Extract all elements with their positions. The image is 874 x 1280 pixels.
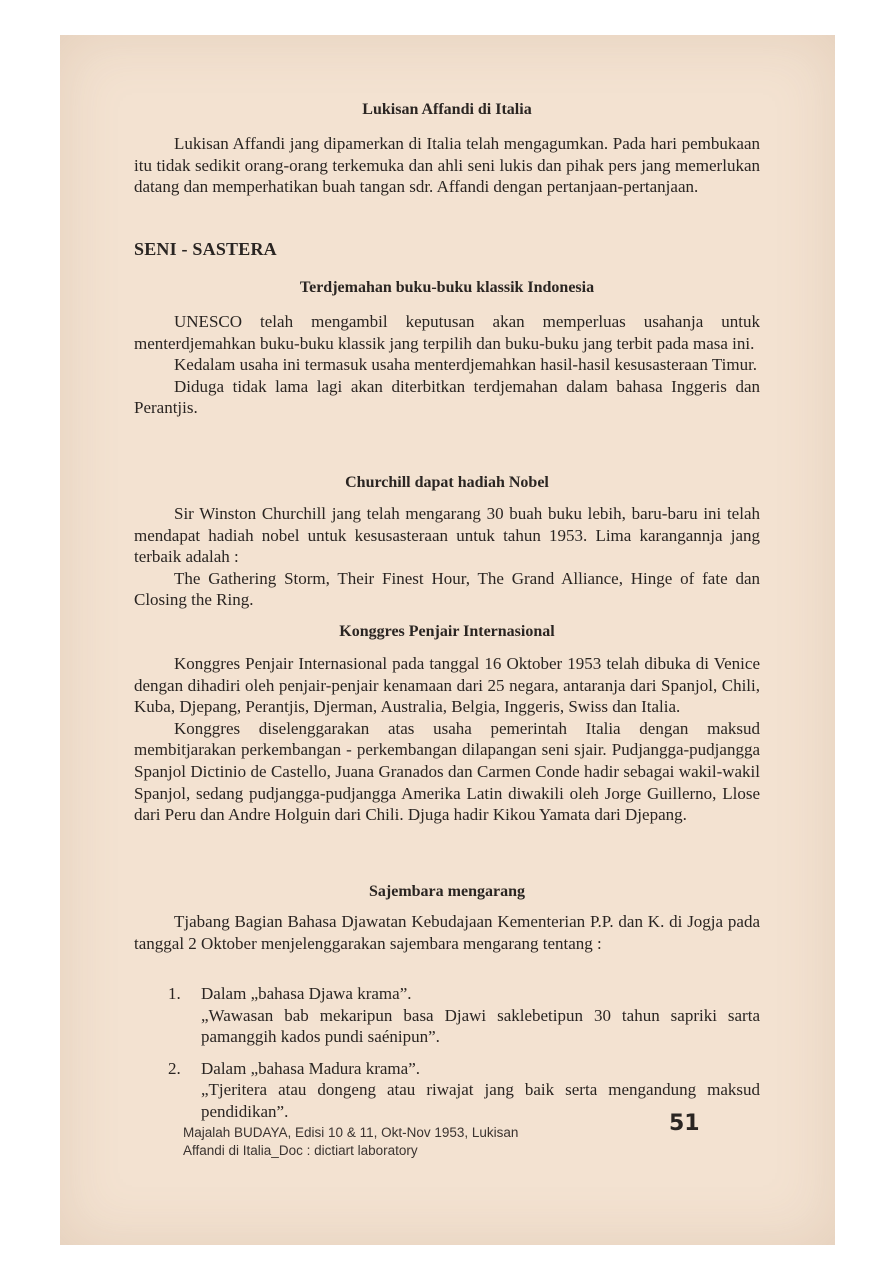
list-item-title: Dalam „bahasa Djawa krama”. (201, 984, 412, 1003)
section-heading: SENI - SASTERA (134, 239, 277, 259)
article-body-unesco (134, 311, 760, 419)
paragraph: Kedalam usaha ini termasuk usaha menterdjemahkan hasil-hasil kesusasteraan Timur. (174, 355, 758, 375)
article-title-unesco: Terdjemahan buku-buku klassik Indonesia (299, 279, 595, 296)
paragraph: The Gathering Storm, Their Finest Hour, The Grand Alliance, Hinge of fate dan Closing the Ring. (134, 568, 760, 610)
paragraph: Konggres Penjair Internasional pada tanggal 16 Oktober 1953 telah dibuka di Venice dengan dihadiri oleh penjair-penjair kenamaan dari 25 negara, antaranja dari Spanjol, Chili, Kuba, Djepang, Perantjis, Djerman, Australia, Belgia, Inggeris, Swiss dan Italia. (134, 654, 760, 717)
paragraph: Konggres diselenggarakan atas usaha pemerintah Italia dengan maksud membitjarakan perkembangan - perkembangan dilapangan seni sjair. Pudjangga-pudjangga Spanjol Dictinio de Castello, Juana Granados dan Carmen Conde hadir sebagai wakil-wakil Spanjol, sedang pudjangga-pudjangga Amerika Latin diwakili oleh Jorge Guillerno, Llose dari Peru dan Andre Holguin dari Chili. Djuga hadir Kikou Yamata dari Djepang. (134, 718, 760, 825)
paragraph: Sir Winston Churchill jang telah mengarang 30 buah buku lebih, baru-baru ini telah mendapat hadiah nobel untuk kesusasteraan untuk tahun 1953. Lima karangannja jang terbaik adalah : (134, 504, 760, 567)
caption-line: Affandi di Italia_Doc : dictiart laboratory (183, 1143, 418, 1158)
caption-line: Majalah BUDAYA, Edisi 10 & 11, Okt-Nov 1953, Lukisan (183, 1125, 519, 1140)
list-number: 1. (168, 984, 181, 1003)
article-title-sajembara: Sajembara mengarang (369, 883, 525, 900)
article-title-churchill: Churchill dapat hadiah Nobel (345, 474, 549, 491)
source-caption (183, 1124, 603, 1160)
contest-list (168, 983, 760, 1123)
article-body-konggres (134, 653, 760, 826)
paragraph: Lukisan Affandi jang dipamerkan di Italia telah mengagumkan. Pada hari pembukaan itu tidak sedikit orang-orang terkemuka dan ahli seni lukis dan pihak pers jang memerlukan datang dan memperhatikan buah tangan sdr. Affandi dengan pertanjaan-pertanjaan. (134, 134, 760, 197)
paragraph: Diduga tidak lama lagi akan diterbitkan terdjemahan dalam bahasa Inggeris dan Perantjis. (134, 376, 760, 418)
article-title-konggres: Konggres Penjair Internasional (339, 623, 555, 640)
list-item (168, 983, 760, 1048)
magazine-page (60, 35, 835, 1245)
list-item-detail: „Wawasan bab mekaripun basa Djawi saklebetipun 30 tahun sapriki sarta pamanggih kados pundi saénipun”. (201, 1005, 760, 1047)
article-body-sajembara (134, 911, 760, 954)
list-item-detail: „Tjeritera atau dongeng atau riwajat jang baik serta mengandung maksud pendidikan”. (201, 1080, 760, 1121)
paragraph: UNESCO telah mengambil keputusan akan memperluas usahanja untuk menterdjemahkan buku-buku klassik jang terpilih dan buku-buku jang terbit pada masa ini. (134, 312, 760, 353)
article-body-churchill (134, 503, 760, 611)
article-body-affandi (134, 133, 760, 198)
list-number: 2. (168, 1058, 181, 1078)
article-title-affandi: Lukisan Affandi di Italia (362, 101, 532, 118)
list-item-title: Dalam „bahasa Madura krama”. (201, 1058, 420, 1078)
paragraph: Tjabang Bagian Bahasa Djawatan Kebudajaan Kementerian P.P. dan K. di Jogja pada tanggal 2 Oktober menjelenggarakan sajembara mengarang tentang : (134, 912, 760, 953)
page-number: 51 (669, 1111, 700, 1136)
